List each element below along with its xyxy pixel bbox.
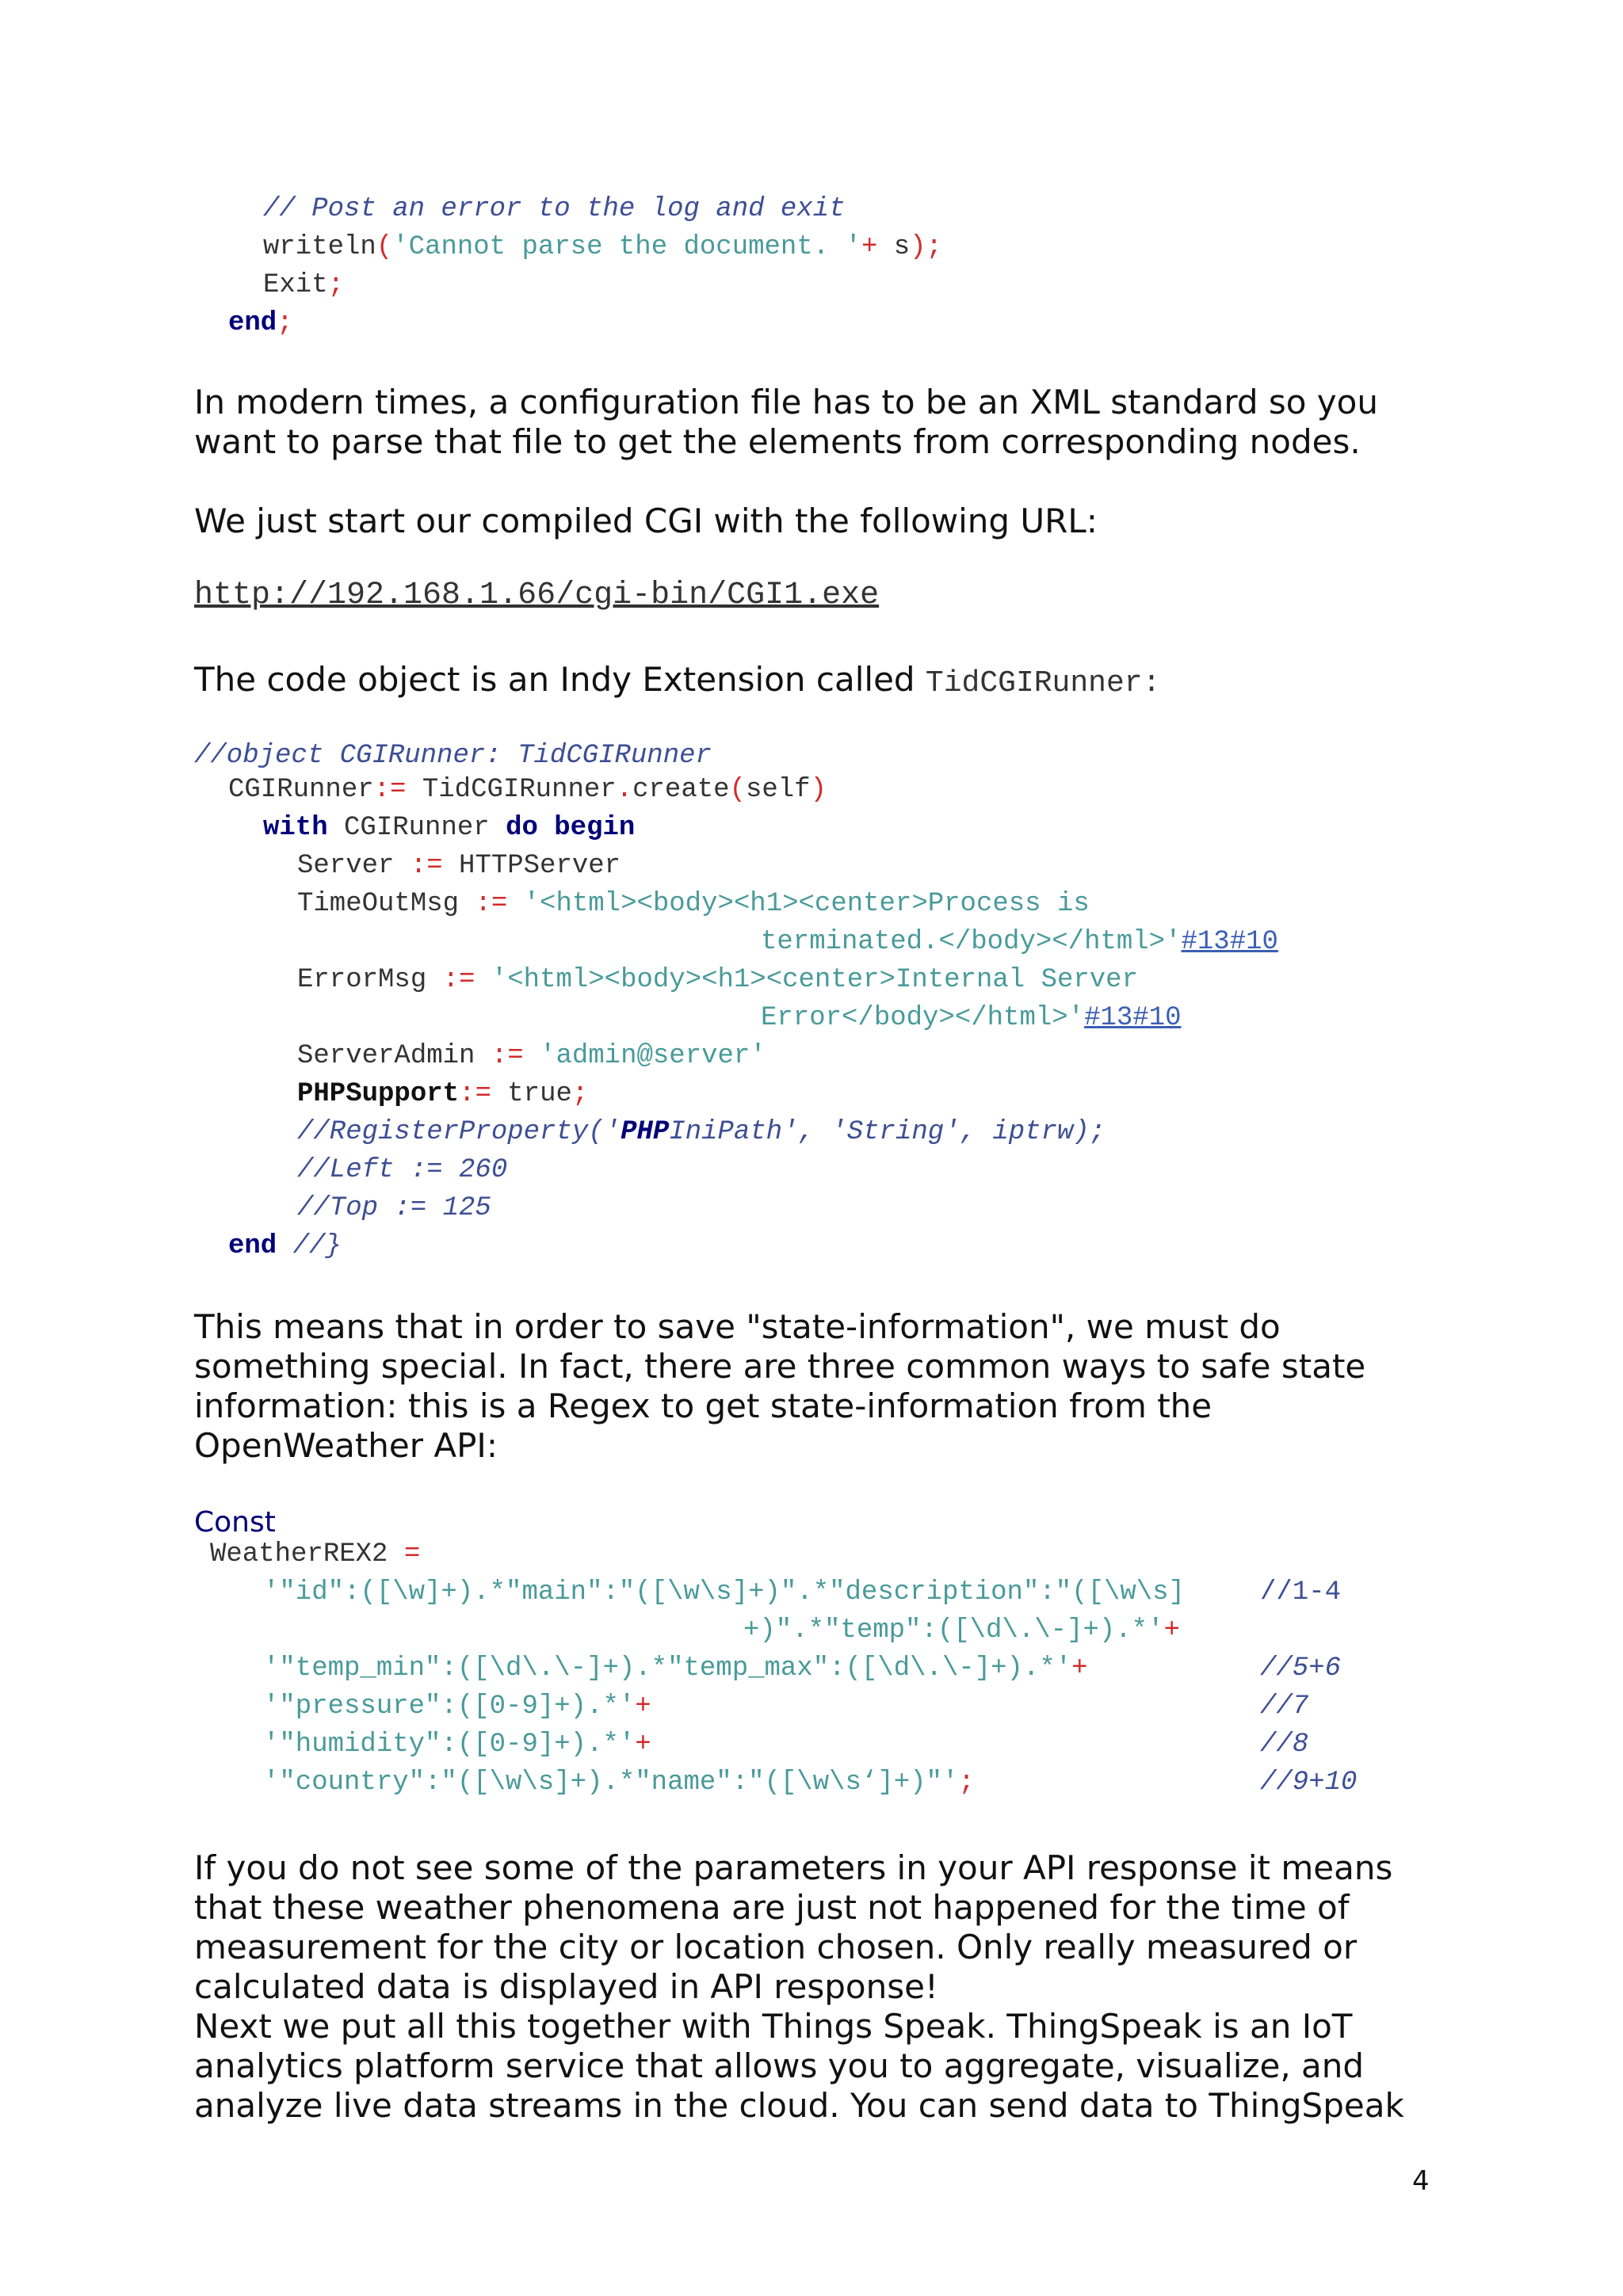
code-operator: + xyxy=(635,1691,651,1722)
paragraph-line: measurement for the city or location chosen. Only really measured or xyxy=(194,1928,1358,1966)
code-line-pressure xyxy=(263,1688,651,1726)
code-comment: //1-4 xyxy=(1260,1577,1342,1608)
code-line-end xyxy=(228,1227,342,1265)
code-line-create xyxy=(228,771,827,809)
code-keyword: end xyxy=(228,308,277,338)
code-line-temp xyxy=(743,1611,1180,1650)
code-token: ( xyxy=(729,775,746,805)
code-link[interactable]: #13#10 xyxy=(1181,927,1278,957)
code-string: +)".*"temp":([\d\.\-]+).*' xyxy=(743,1615,1164,1646)
code-token: ); xyxy=(910,232,942,262)
code-line-server xyxy=(297,847,621,885)
code-token: IniPath', 'String', iptrw); xyxy=(669,1117,1106,1147)
code-token: CGIRunner xyxy=(327,813,506,843)
paragraph-line: want to parse that file to get the elements from corresponding nodes. xyxy=(194,422,1361,461)
code-const-keyword: Const xyxy=(194,1506,276,1539)
code-keyword: do xyxy=(506,813,538,843)
paragraph-line: OpenWeather API: xyxy=(194,1426,498,1465)
code-line-timeoutmsg xyxy=(297,885,1090,923)
code-string: Error</body></html>' xyxy=(761,1003,1085,1033)
code-line-temp-minmax xyxy=(263,1650,1088,1688)
code-token: Server xyxy=(297,851,411,881)
code-operator: := xyxy=(442,965,475,995)
code-string: '<html><body><h1><center>Process is xyxy=(507,889,1090,919)
paragraph-text: The code object is an Indy Extension called xyxy=(194,660,926,699)
code-token: self xyxy=(745,775,811,805)
code-keyword: end xyxy=(228,1231,277,1261)
paragraph-line: This means that in order to save "state-information", we must do xyxy=(194,1307,1281,1346)
code-comment: //object CGIRunner: TidCGIRunner xyxy=(194,741,712,771)
code-token: ( xyxy=(376,232,393,262)
code-string: 'admin@server' xyxy=(523,1041,766,1071)
paragraph-line: If you do not see some of the parameters in your API response it means xyxy=(194,1848,1393,1887)
paragraph-line: calculated data is displayed in API response! xyxy=(194,1967,938,2006)
paragraph-line xyxy=(194,660,1430,704)
code-operator: + xyxy=(861,232,878,262)
code-string: terminated.</body></html>' xyxy=(761,927,1182,957)
code-keyword: begin xyxy=(554,813,636,843)
code-operator: := xyxy=(459,1079,491,1109)
paragraph-line: In modern times, a configuration file has to be an XML standard so you xyxy=(194,383,1378,421)
code-token: . xyxy=(616,775,633,805)
code-line-writeln xyxy=(263,228,942,266)
code-operator: + xyxy=(635,1730,651,1760)
paragraph-api-response xyxy=(194,1848,1430,2126)
code-comment: //7 xyxy=(1260,1691,1309,1722)
code-comment: //9+10 xyxy=(1260,1768,1358,1798)
code-comment xyxy=(297,1113,1106,1151)
paragraph-line: analyze live data streams in the cloud. You can send data to ThingSpeak xyxy=(194,2086,1404,2125)
code-link[interactable]: #13#10 xyxy=(1084,1003,1182,1033)
code-token: HTTPServer xyxy=(442,851,621,881)
code-string: '<html><body><h1><center>Internal Server xyxy=(475,965,1138,995)
paragraph-state-information xyxy=(194,1307,1430,1466)
code-operator: + xyxy=(1071,1653,1088,1684)
code-token: ; xyxy=(277,308,293,338)
page-number: 4 xyxy=(1412,2165,1430,2197)
code-comment: // Post an error to the log and exit xyxy=(263,194,846,224)
code-token: CGIRunner xyxy=(228,775,374,805)
code-token: true xyxy=(491,1079,572,1109)
code-line-serveradmin xyxy=(297,1037,766,1075)
code-token: //RegisterProperty(' xyxy=(297,1117,621,1147)
code-token: Exit xyxy=(263,270,328,300)
code-comment: //Top := 125 xyxy=(297,1193,491,1223)
code-operator: := xyxy=(373,775,407,805)
code-comment: //5+6 xyxy=(1260,1653,1342,1684)
code-operator: ; xyxy=(958,1768,975,1798)
paragraph-line: something special. In fact, there are three common ways to safe state xyxy=(194,1347,1366,1386)
paragraph-cgi-url-intro xyxy=(194,502,1430,541)
paragraph-line: analytics platform service that allows you to aggregate, visualize, and xyxy=(194,2046,1365,2085)
cgi-url-link[interactable]: http://192.168.1.66/cgi-bin/CGI1.exe xyxy=(194,578,880,613)
code-line-humidity xyxy=(263,1726,651,1764)
code-line-end xyxy=(228,304,293,342)
code-operator: = xyxy=(403,1539,421,1569)
code-operator: := xyxy=(491,1041,524,1071)
code-line-timeoutmsg-cont xyxy=(761,923,1278,961)
paragraph-line: Next we put all this together with Things Speak. ThingSpeak is an IoT xyxy=(194,2007,1353,2046)
code-token: PHPSupport xyxy=(297,1079,460,1109)
code-line-errormsg-cont xyxy=(761,999,1182,1037)
code-token: ErrorMsg xyxy=(297,965,443,995)
code-comment: //8 xyxy=(1260,1730,1309,1760)
code-line-errormsg xyxy=(297,961,1138,999)
code-string: '"humidity":([0-9]+).*' xyxy=(263,1730,636,1760)
code-token: writeln xyxy=(263,232,376,262)
code-token: ) xyxy=(810,775,827,805)
code-comment: //} xyxy=(277,1231,342,1261)
code-keyword: PHP xyxy=(621,1117,670,1147)
code-token: TimeOutMsg xyxy=(297,889,475,919)
code-line-country xyxy=(263,1764,975,1802)
code-line-weatherrex2 xyxy=(210,1535,420,1573)
code-string: '"pressure":([0-9]+).*' xyxy=(263,1691,636,1722)
code-string: 'Cannot parse the document. ' xyxy=(392,232,861,262)
code-operator: := xyxy=(410,851,443,881)
inline-code: TidCGIRunner: xyxy=(925,666,1161,700)
code-operator: := xyxy=(475,889,508,919)
code-token: ; xyxy=(327,270,345,300)
code-line-exit xyxy=(263,266,344,304)
code-comment: //Left := 260 xyxy=(297,1155,508,1185)
paragraph-code-object xyxy=(194,660,1430,704)
paragraph-line: that these weather phenomena are just not happened for the time of xyxy=(194,1888,1350,1927)
code-line-with xyxy=(263,809,635,847)
code-line-phpsupport xyxy=(297,1075,588,1113)
code-keyword: with xyxy=(263,813,328,843)
paragraph-line: information: this is a Regex to get state-information from the xyxy=(194,1386,1212,1425)
code-token: ServerAdmin xyxy=(297,1041,491,1071)
code-token: WeatherREX2 xyxy=(210,1539,404,1569)
code-operator: + xyxy=(1163,1615,1180,1646)
code-string: '"country":"([\w\s]+).*"name":"([\w\s‘]+)"' xyxy=(263,1768,959,1798)
code-token: ; xyxy=(571,1079,589,1109)
code-string: '"id":([\w]+).*"main":"([\w\s]+)".*"description":"([\w\s] xyxy=(263,1577,1185,1608)
code-token: TidCGIRunner xyxy=(406,775,617,805)
code-token: s xyxy=(877,232,911,262)
code-token: create xyxy=(632,775,730,805)
code-string: '"temp_min":([\d\.\-]+).*"temp_max":([\d\.\-]+).*' xyxy=(263,1653,1072,1684)
paragraph-line: We just start our compiled CGI with the following URL: xyxy=(194,502,1098,540)
paragraph-xml-config xyxy=(194,383,1430,462)
